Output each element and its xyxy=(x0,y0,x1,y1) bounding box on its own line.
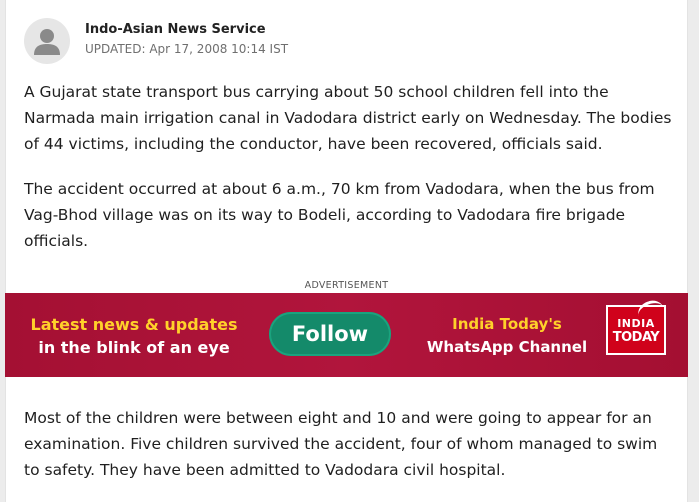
article-card xyxy=(5,0,688,502)
logo-line1: INDIA xyxy=(617,317,655,330)
advertisement-label: ADVERTISEMENT xyxy=(304,280,389,291)
ad-channel-line1: India Today's xyxy=(452,315,562,333)
ad-channel-line2: WhatsApp Channel xyxy=(426,338,588,356)
whatsapp-channel-ad-banner[interactable] xyxy=(5,293,688,377)
article-paragraph: The accident occurred at about 6 a.m., 70 km from Vadodara, when the bus from Vag-Bhod village was on its way to Bodeli, according to Vadodara fire brigade officials. xyxy=(24,180,655,250)
ad-headline-line1: Latest news & updates xyxy=(30,315,238,334)
logo-line2: TODAY xyxy=(612,330,660,345)
user-silhouette-icon xyxy=(24,18,70,64)
article-paragraph: Most of the children were between eight and 10 and were going to appear for an examination. Five children survived the accident, four of whom managed to swim to safety. They have been admitted to Vadodara civil hospital. xyxy=(24,409,658,479)
ad-channel-text xyxy=(409,313,605,359)
updated-timestamp: UPDATED: Apr 17, 2008 10:14 IST xyxy=(85,42,289,56)
ad-headline xyxy=(19,313,249,359)
india-today-logo xyxy=(606,305,666,355)
ad-headline-line2: in the blink of an eye xyxy=(38,338,230,357)
article-paragraph: A Gujarat state transport bus carrying about 50 school children fell into the Narmada main irrigation canal in Vadodara district early on Wednesday. The bodies of 44 victims, including the conductor, have been recovered, officials said. xyxy=(24,83,672,153)
author-name[interactable]: Indo-Asian News Service xyxy=(85,22,266,37)
follow-button[interactable]: Follow xyxy=(269,312,391,356)
